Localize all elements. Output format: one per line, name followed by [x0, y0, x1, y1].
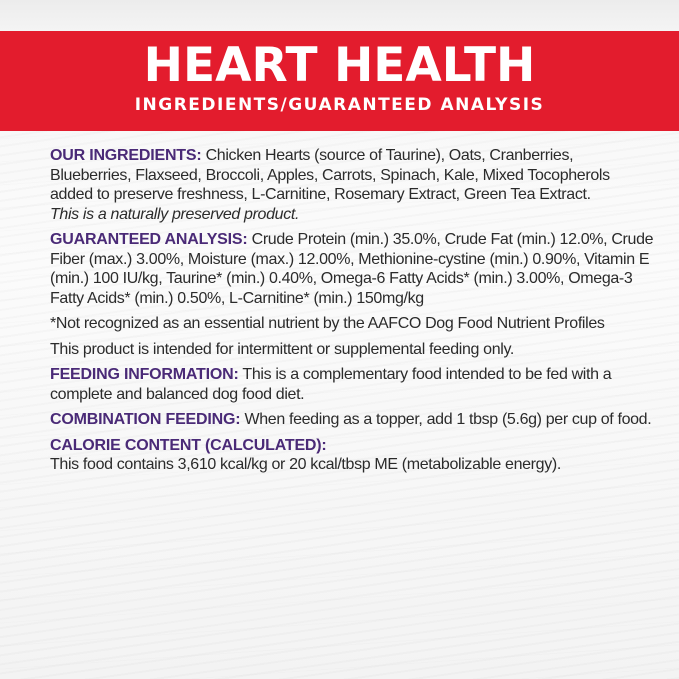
- ingredients-text: Chicken Hearts (source of Taurine), Oats, Cranberries, Blueberries, Flaxseed, Broccoli, Apples, Carrots, Spinach, Kale, Mixed Tocopherols added to preserve freshness, L-Carnitine, Rosemary Extract, Green Tea Extract.: [50, 147, 610, 203]
- top-background-strip: [0, 0, 679, 31]
- intended-use-statement: This product is intended for intermittent or supplemental feeding only.: [50, 340, 515, 358]
- feeding-information-section: [50, 365, 655, 404]
- guaranteed-analysis-section: [50, 230, 655, 308]
- preservation-note: This is a naturally preserved product.: [50, 205, 300, 223]
- feeding-information-label: FEEDING INFORMATION:: [50, 366, 239, 383]
- guaranteed-analysis-text: Crude Protein (min.) 35.0%, Crude Fat (min.) 12.0%, Crude Fiber (max.) 3.00%, Moisture (max.) 12.00%, Methionine-cystine (min.) 0.90%, Vitamin E (min.) 100 IU/kg, Taurine* (min.) 0.40%, Omega-6 Fatty Acids* (min.) 3.00%, Omega-3 Fatty Acids* (min.) 0.50%, L-Carnitine* (min.) 150mg/kg: [50, 231, 654, 307]
- label-content: [50, 146, 655, 475]
- combination-feeding-label: COMBINATION FEEDING:: [50, 411, 241, 428]
- calorie-content-label: CALORIE CONTENT (CALCULATED):: [50, 436, 327, 454]
- banner-subtitle: INGREDIENTS/GUARANTEED ANALYSIS: [134, 95, 545, 115]
- ingredients-label: OUR INGREDIENTS:: [50, 147, 202, 164]
- ingredients-section: [50, 146, 655, 205]
- calorie-content-section: [50, 436, 655, 475]
- banner-title: HEART HEALTH: [143, 38, 536, 93]
- feeding-information-text: This is a complementary food intended to be fed with a complete and balanced dog food diet.: [50, 366, 612, 403]
- aafco-footnote: *Not recognized as an essential nutrient by the AAFCO Dog Food Nutrient Profiles: [50, 315, 605, 332]
- guaranteed-analysis-label: GUARANTEED ANALYSIS:: [50, 231, 248, 248]
- combination-feeding-text: When feeding as a topper, add 1 tbsp (5.6g) per cup of food.: [244, 411, 652, 428]
- calorie-content-text: This food contains 3,610 kcal/kg or 20 kcal/tbsp ME (metabolizable energy).: [50, 456, 561, 473]
- combination-feeding-section: [50, 410, 655, 430]
- title-banner: [0, 31, 679, 131]
